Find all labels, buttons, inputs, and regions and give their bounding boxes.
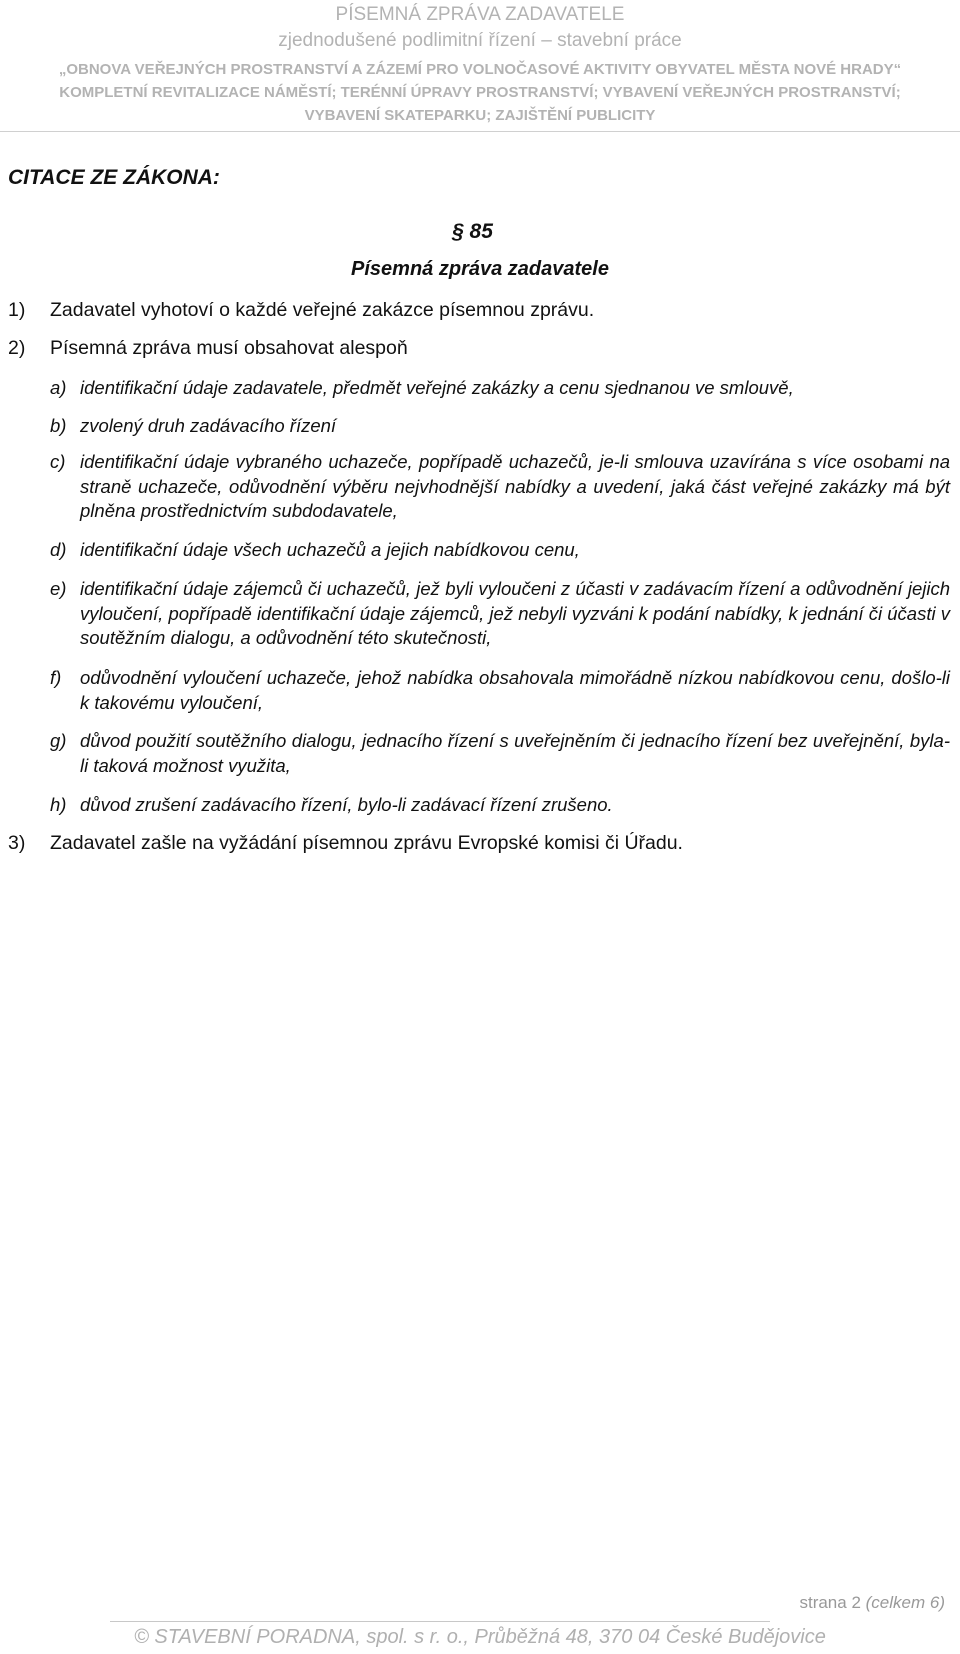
point-number: 3) [8, 832, 26, 854]
header-project-scope: KOMPLETNÍ REVITALIZACE NÁMĚSTÍ; TERÉNNÍ ÚPRAVY PROSTRANSTVÍ; VYBAVENÍ VEŘEJNÝCH PROSTRANSTVÍ; [59, 84, 901, 101]
list-item-f [50, 666, 950, 715]
point-number: 1) [8, 299, 26, 321]
footer-divider [110, 1621, 770, 1622]
item-label: h) [50, 794, 67, 815]
header-title: PÍSEMNÁ ZPRÁVA ZADAVATELE [335, 4, 625, 25]
item-text: důvod zrušení zadávacího řízení, bylo-li zadávací řízení zrušeno. [80, 794, 613, 815]
item-text: identifikační údaje zadavatele, předmět veřejné zakázky a cenu sjednanou ve smlouvě, [80, 377, 794, 398]
point-number: 2) [8, 337, 26, 359]
item-text: identifikační údaje vybraného uchazeče, popřípadě uchazečů, je-li smlouva uzavírána s více osobami na straně uchazeče, odůvodnění výběru nejvhodnější nabídky a uvedení, jaká část veřejné zakázky má být plněna prostřednictvím subdodavatele, [80, 451, 950, 521]
item-text: identifikační údaje zájemců či uchazečů, jež byli vyloučeni z účasti v zadávacím řízení a odůvodnění jejich vyloučení, popřípadě identifikační údaje zájemců, jež nebyli vyzváni k podání nabídky, k jednání či účasti v soutěžním dialogu, a odůvodnění této skutečnosti, [80, 578, 950, 648]
list-item-e [50, 577, 950, 651]
header-procedure: zjednodušené podlimitní řízení – stavební práce [278, 30, 682, 51]
item-text: odůvodnění vyloučení uchazeče, jehož nabídka obsahovala mimořádně nízkou nabídkovou cenu, došlo-li k takovému vyloučení, [80, 667, 950, 713]
item-label: e) [50, 578, 67, 599]
header-project-name: „OBNOVA VEŘEJNÝCH PROSTRANSTVÍ A ZÁZEMÍ PRO VOLNOČASOVÉ AKTIVITY OBYVATEL MĚSTA NOVÉ HRADY“ [58, 61, 902, 78]
page-number: strana 2 [799, 1593, 861, 1612]
list-item-g [50, 729, 950, 778]
point-text: Zadavatel zašle na vyžádání písemnou zprávu Evropské komisi či Úřadu. [50, 832, 683, 854]
header-divider [0, 131, 960, 132]
document-header [0, 0, 960, 127]
item-label: a) [50, 377, 67, 398]
page-total: (celkem 6) [865, 1593, 945, 1612]
list-item-a [50, 376, 950, 401]
item-text: důvod použití soutěžního dialogu, jednacího řízení s uveřejněním či jednacího řízení bez uveřejnění, byla-li taková možnost využita, [80, 730, 950, 776]
paragraph-symbol: § 85 [452, 220, 493, 243]
list-item-d [50, 538, 950, 563]
item-label: d) [50, 539, 67, 560]
point-text: Písemná zpráva musí obsahovat alespoň [50, 337, 408, 359]
item-label: c) [50, 451, 66, 472]
footer-copyright: © STAVEBNÍ PORADNA, spol. s r. o., Průběžná 48, 370 04 České Budějovice [134, 1626, 826, 1648]
list-item-b [50, 414, 950, 439]
paragraph-title: Písemná zpráva zadavatele [351, 258, 609, 280]
list-item-c [50, 450, 950, 524]
item-text: identifikační údaje všech uchazečů a jejich nabídkovou cenu, [80, 539, 580, 560]
section-title: CITACE ZE ZÁKONA: [8, 166, 220, 189]
item-text: zvolený druh zadávacího řízení [80, 415, 337, 436]
list-item-h [50, 793, 950, 818]
header-project-scope-cont: VYBAVENÍ SKATEPARKU; ZAJIŠTĚNÍ PUBLICITY [304, 107, 656, 124]
page-indicator [799, 1593, 945, 1613]
item-label: g) [50, 730, 67, 751]
item-label: f) [50, 667, 62, 688]
item-label: b) [50, 415, 67, 436]
point-text: Zadavatel vyhotoví o každé veřejné zakázce písemnou zprávu. [50, 299, 595, 321]
